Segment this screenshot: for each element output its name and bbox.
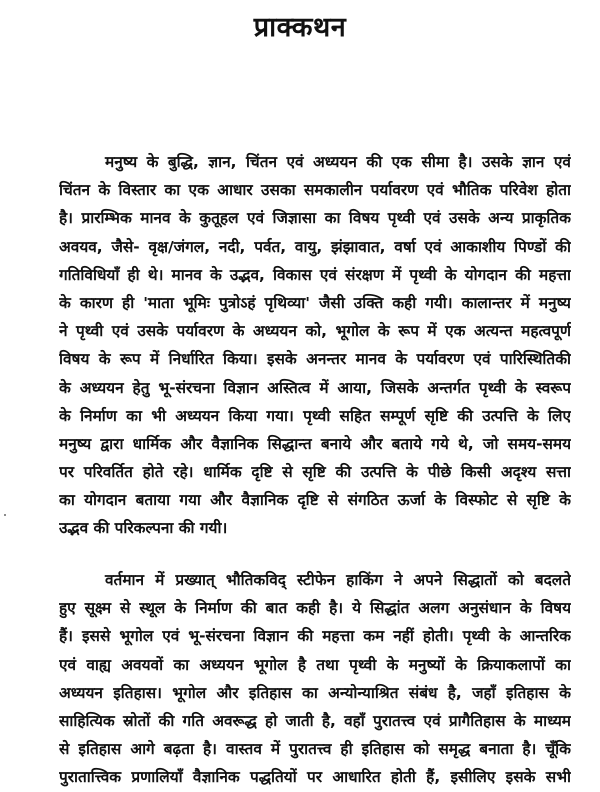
paragraph-line: अध्ययन इतिहास। भूगोल और इतिहास का अन्योन्याश्रित संबंध है, जहाँ इतिहास के: [59, 683, 571, 702]
page-title: प्राक्कथन: [253, 12, 347, 43]
paragraph-line: से इतिहास आगे बढ़ता है। वास्तव में पुरातत्त्व ही इतिहास को समृद्ध बनाता है। चूँकि: [59, 740, 571, 759]
paragraph-line: साहित्यिक स्रोतों की गति अवरूद्ध हो जाती है, वहाँ पुरातत्त्व एवं प्रागैतिहास के माध्यम: [59, 711, 571, 730]
paragraph-line: का योगदान बताया गया और वैज्ञानिक दृष्टि से संगठित ऊर्जा के विस्फोट से सृष्टि के: [59, 491, 571, 510]
paragraph-line: के निर्माण का भी अध्ययन किया गया। पृथ्वी सहित सम्पूर्ण सृष्टि की उत्पत्ति के लिए: [59, 406, 571, 425]
paragraph-line: एवं वाह्य अवयवों का अध्ययन भूगोल है तथा पृथ्वी के मनुष्यों के क्रियाकलापों का: [59, 655, 571, 674]
paragraph-line: वर्तमान में प्रख्यात् भौतिकविद् स्टीफेन हाकिंग ने अपने सिद्धातों को बदलते: [105, 571, 571, 589]
paragraph-line: पर परिवर्तित होते रहे। धार्मिक दृष्टि से सृष्टि की उत्पत्ति के पीछे किसी अदृश्य सत्ता: [59, 463, 571, 482]
paragraph-line: हुए सूक्ष्म से स्थूल के निर्माण की बात कही है। ये सिद्धांत अलग अनुसंधान के विषय: [59, 599, 571, 618]
paragraph-line: उद्भव की परिकल्पना की गयी।: [59, 519, 228, 538]
page-speck: [4, 514, 6, 516]
paragraph-line: मनुष्य द्वारा धार्मिक और वैज्ञानिक सिद्धान्त बनाये और बताये गये थे, जो समय-समय: [59, 434, 571, 453]
paragraph-line: मनुष्य के बुद्धि, ज्ञान, चिंतन एवं अध्ययन की एक सीमा है। उसके ज्ञान एवं: [105, 153, 571, 171]
paragraph-1: [59, 148, 571, 543]
paragraph-line: के कारण ही 'माता भूमिः पुत्रोऽहं पृथिव्या' जैसी उक्ति कही गयी। कालान्तर में मनुष्य: [59, 293, 571, 312]
paragraph-line: विषय के रूप में निर्धारित किया। इसके अनन्तर मानव के पर्यावरण एवं पारिस्थितिकी: [59, 350, 571, 369]
paragraph-line: ने पृथ्वी एवं उसके पर्यावरण के अध्ययन को, भूगोल के रूप में एक अत्यन्त महत्वपूर्ण: [59, 322, 571, 341]
paragraph-line: हैं। इससे भूगोल एवं भू-संरचना विज्ञान की महत्ता कम नहीं होती। पृथ्वी के आन्तरिक: [59, 627, 571, 646]
paragraph-line: अवयव, जैसे- वृक्ष/जंगल, नदी, पर्वत, वायु, झंझावात, वर्षा एवं आकाशीय पिण्डों की: [59, 237, 571, 256]
paragraph-line: पुरातात्त्विक प्रणालियाँ वैज्ञानिक पद्धतियों पर आधारित होती हैं, इसीलिए इसके सभी: [59, 768, 571, 787]
paragraph-line: गतिविधियाँ ही थे। मानव के उद्भव, विकास एवं संरक्षण में पृथ्वी के योगदान की महत्ता: [59, 265, 571, 284]
paragraph-line: है। प्रारम्भिक मानव के कुतूहल एवं जिज्ञासा का विषय पृथ्वी एवं उसके अन्य प्राकृतिक: [59, 209, 571, 228]
paragraph-line: के अध्ययन हेतु भू-संरचना विज्ञान अस्तित्व में आया, जिसके अन्तर्गत पृथ्वी के स्वरूप: [59, 378, 571, 397]
paragraph-2: [59, 566, 571, 792]
paragraph-line: चिंतन के विस्तार का एक आधार उसका समकालीन पर्यावरण एवं भौतिक परिवेश होता: [59, 181, 571, 200]
